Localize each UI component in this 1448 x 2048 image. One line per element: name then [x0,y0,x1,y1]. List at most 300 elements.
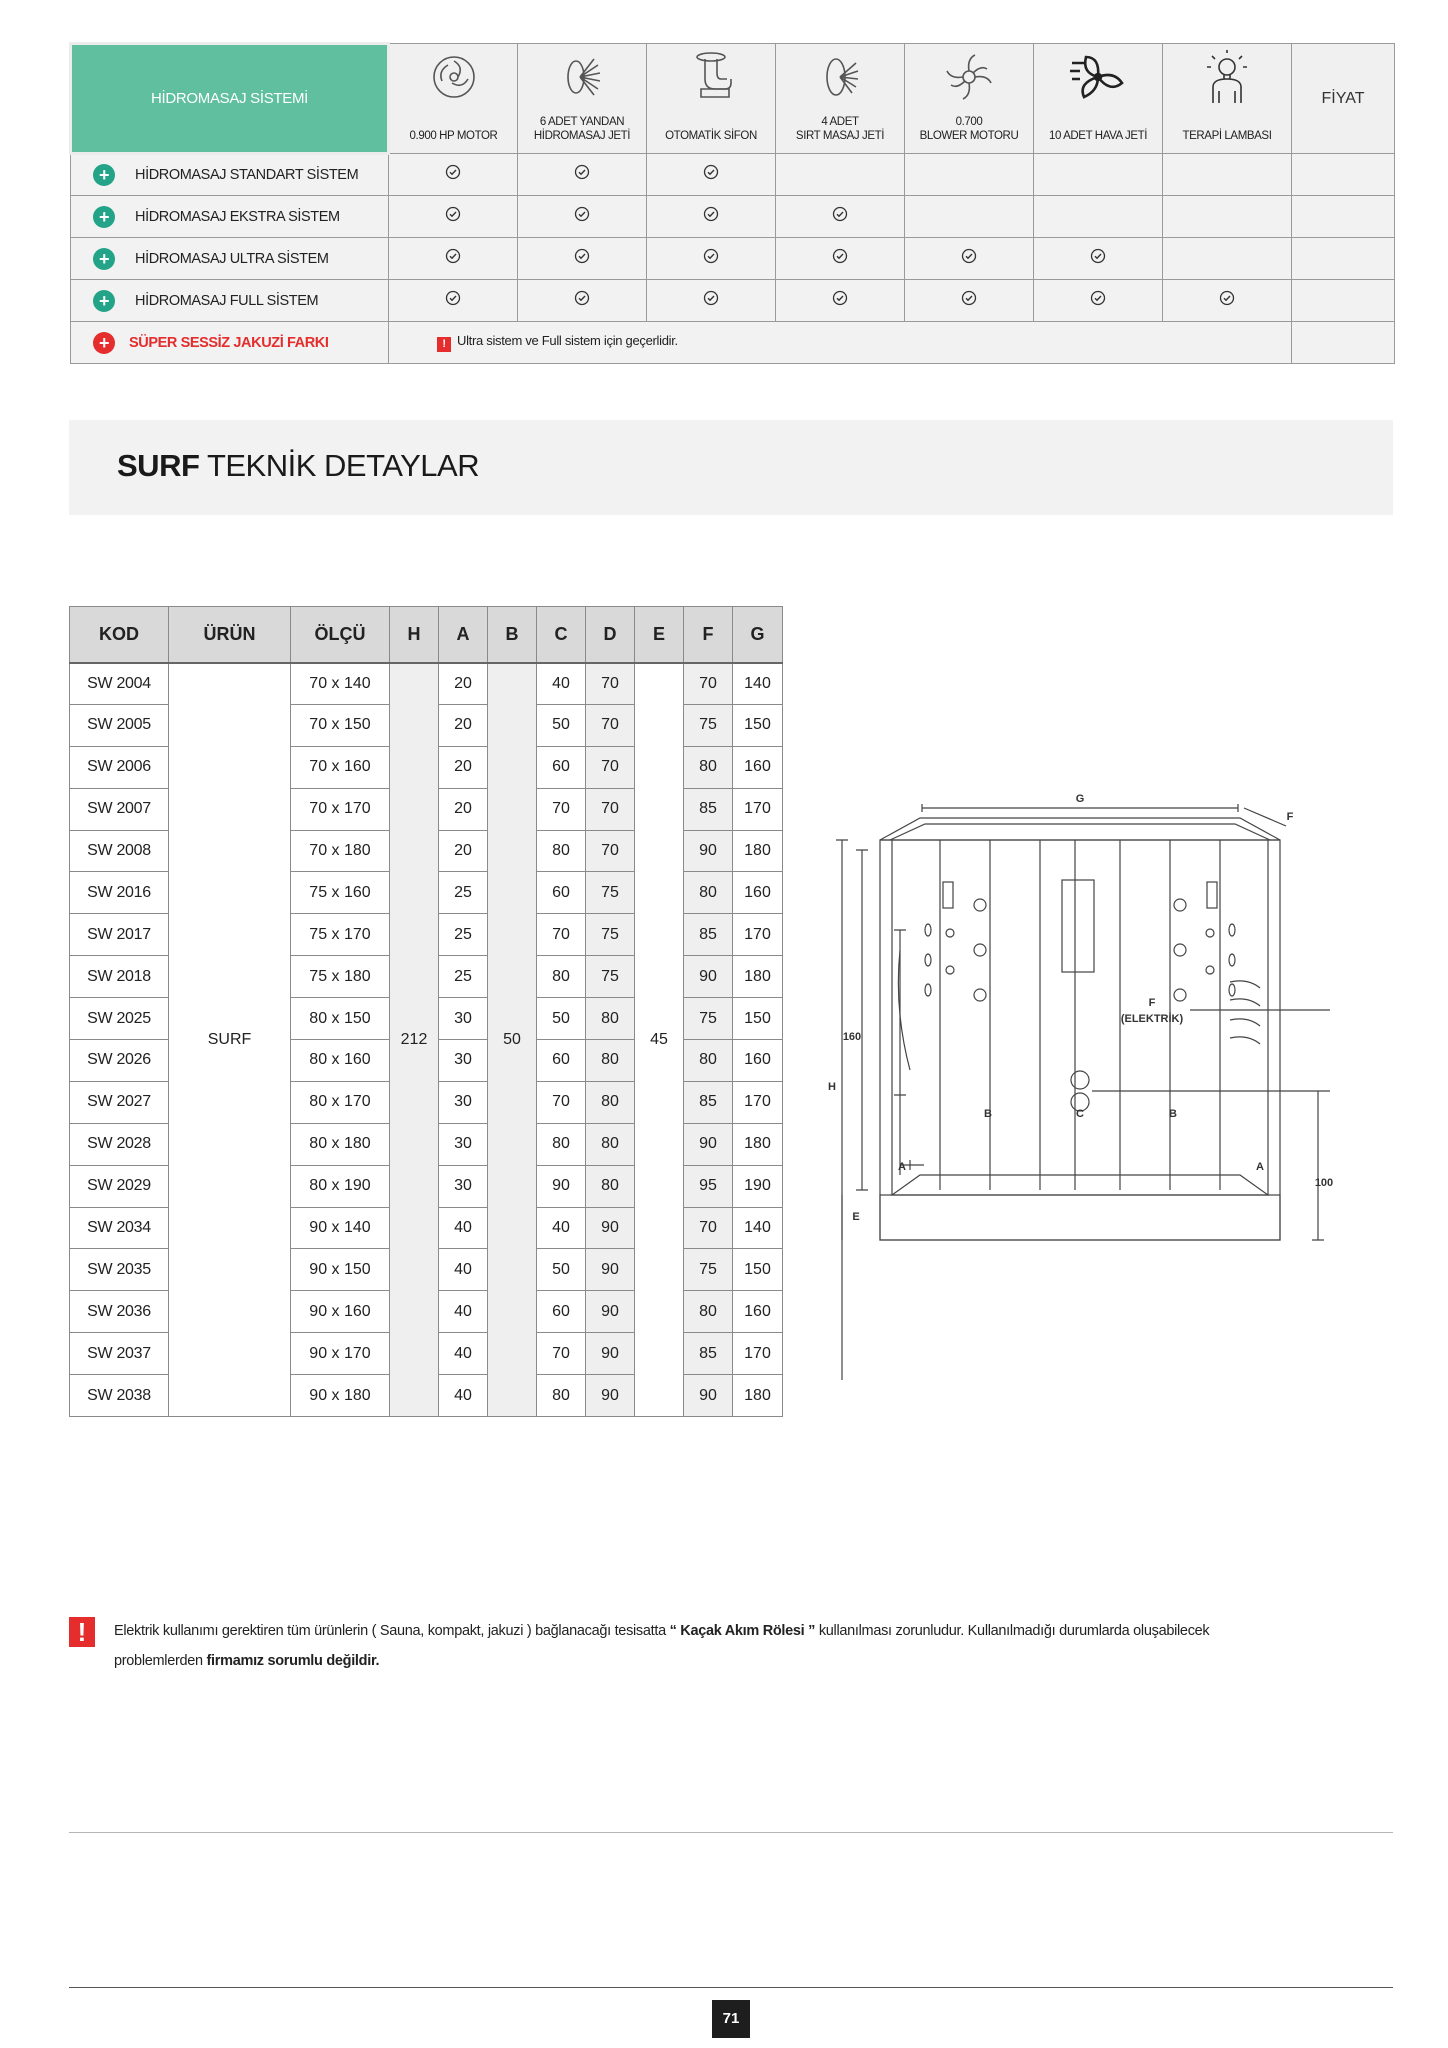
feature-label-line1: 4 ADET [821,116,859,128]
cell-g: 140 [733,1207,783,1249]
jet [974,989,986,1001]
check-circle-icon [832,206,848,222]
cell-kod: SW 2036 [70,1291,169,1333]
cell-f: 75 [684,998,733,1040]
silent-note-cell [389,322,1292,364]
label-a-left: A [898,1161,906,1173]
cell-f: 70 [684,663,733,705]
cell-a: 40 [439,1249,488,1291]
cell-kod: SW 2029 [70,1165,169,1207]
price-cell [1292,322,1395,364]
check-circle-icon [703,248,719,264]
empty-cell [1163,196,1292,238]
roof-inner [890,824,1270,840]
system-name: HİDROMASAJ STANDART SİSTEM [135,166,359,183]
cell-g: 160 [733,746,783,788]
cell-c: 50 [537,998,586,1040]
cell-c: 40 [537,663,586,705]
cell-g: 180 [733,1123,783,1165]
empty-cell [1163,238,1292,280]
cell-d: 80 [586,998,635,1040]
cell-kod: SW 2037 [70,1333,169,1375]
cell-olcu: 90 x 170 [291,1333,390,1375]
check-circle-icon [445,290,461,306]
feature-motor [389,44,518,154]
check-circle-icon [703,206,719,222]
drain [1071,1071,1089,1089]
cell-d: 75 [586,914,635,956]
cell-f: 85 [684,914,733,956]
cell-c: 80 [537,1375,586,1417]
feature-label-line2: HİDROMASAJ JETİ [533,130,631,142]
cell-c: 70 [537,1333,586,1375]
cell-kod: SW 2004 [70,663,169,705]
system-name: HİDROMASAJ EKSTRA SİSTEM [135,208,340,225]
check-cell [518,196,647,238]
warning-note [114,1616,1314,1676]
jet [946,929,954,937]
shower-tray [892,1175,1268,1195]
empty-cell [905,196,1034,238]
plus-icon[interactable]: + [93,248,115,270]
roof-outline [880,818,1280,840]
jet [1174,944,1186,956]
jet [974,944,986,956]
cell-a: 25 [439,872,488,914]
empty-cell [776,154,905,196]
cell-d: 80 [586,1081,635,1123]
warning-icon: ! [437,337,451,352]
cell-f: 80 [684,746,733,788]
check-circle-icon [1090,248,1106,264]
cell-olcu: 80 x 150 [291,998,390,1040]
cell-a: 30 [439,1123,488,1165]
cell-g: 150 [733,704,783,746]
cell-a: 40 [439,1207,488,1249]
cell-product: SURF [169,663,291,1417]
check-cell [1034,238,1163,280]
cell-olcu: 70 x 170 [291,788,390,830]
cell-f: 90 [684,1375,733,1417]
jet [1174,989,1186,1001]
system-row [71,238,1395,280]
cell-f: 80 [684,872,733,914]
cell-d: 70 [586,830,635,872]
page-number: 71 [712,2000,750,2038]
cell-d: 70 [586,704,635,746]
cell-g: 170 [733,788,783,830]
col-header-kod: KOD [70,607,169,663]
price-cell [1292,280,1395,322]
cell-c: 70 [537,788,586,830]
check-circle-icon [832,248,848,264]
cell-d: 90 [586,1291,635,1333]
cell-kod: SW 2006 [70,746,169,788]
cell-kod: SW 2025 [70,998,169,1040]
wall-lines [892,840,1268,1195]
hydromassage-table [69,42,1395,364]
check-cell [518,280,647,322]
cell-kod: SW 2027 [70,1081,169,1123]
cell-d: 70 [586,788,635,830]
cell-a: 40 [439,1333,488,1375]
col-header-f: F [684,607,733,663]
side-jet-icon [552,49,612,105]
cell-a: 25 [439,914,488,956]
cell-kod: SW 2007 [70,788,169,830]
check-circle-icon [1219,290,1235,306]
cell-g: 160 [733,1040,783,1082]
cell-olcu: 80 x 180 [291,1123,390,1165]
jet [925,954,931,966]
feature-label-line2: BLOWER MOTORU [919,130,1019,142]
check-cell [647,238,776,280]
cell-c: 60 [537,1040,586,1082]
cell-c: 40 [537,1207,586,1249]
check-circle-icon [703,290,719,306]
label-b-right: B [1169,1108,1177,1120]
cell-f: 90 [684,956,733,998]
silent-name-cell [71,322,389,364]
jet [925,924,931,936]
cell-c: 60 [537,872,586,914]
cell-a: 20 [439,788,488,830]
system-name: HİDROMASAJ FULL SİSTEM [135,292,319,309]
cell-f: 85 [684,1081,733,1123]
check-cell [389,238,518,280]
check-circle-icon [961,248,977,264]
plus-icon[interactable]: + [93,290,115,312]
col-header-a: A [439,607,488,663]
label-a-right: A [1256,1161,1264,1173]
cell-kod: SW 2034 [70,1207,169,1249]
check-cell [905,238,1034,280]
hydro-header-row [71,44,1395,154]
blower-icon [939,49,999,105]
check-cell [1163,280,1292,322]
system-name: HİDROMASAJ ULTRA SİSTEM [135,250,329,267]
label-f-elektrik: F [1148,997,1156,1009]
feature-siphon [647,44,776,154]
cell-a: 30 [439,1040,488,1082]
check-cell [389,196,518,238]
cell-f: 75 [684,704,733,746]
feature-therapy-lamp [1163,44,1292,154]
empty-cell [1163,154,1292,196]
cell-c: 80 [537,956,586,998]
note-bold2: firmamız sorumlu değildir. [206,1653,380,1669]
cell-c: 90 [537,1165,586,1207]
cell-g: 150 [733,1249,783,1291]
cell-olcu: 70 x 180 [291,830,390,872]
check-cell [776,196,905,238]
check-cell [776,280,905,322]
jet [946,966,954,974]
feature-label-line2: 10 ADET HAVA JETİ [1048,130,1148,142]
check-circle-icon [574,248,590,264]
jet [925,984,931,996]
section-title-bold: SURF [117,448,200,483]
col-header-olcu: ÖLÇÜ [291,607,390,663]
air-jet-icon [1068,49,1128,105]
cell-c: 60 [537,746,586,788]
feature-label-line2: SIRT MASAJ JETİ [795,130,885,142]
back-jet-icon [810,49,870,105]
cell-d: 80 [586,1040,635,1082]
dim-line-h [836,840,848,1380]
cell-olcu: 90 x 160 [291,1291,390,1333]
cell-g: 170 [733,1333,783,1375]
cell-g: 180 [733,830,783,872]
cell-d: 70 [586,663,635,705]
check-cell [1034,280,1163,322]
motor-icon [424,49,484,105]
cell-c: 60 [537,1291,586,1333]
jet [1229,984,1235,996]
cell-d: 80 [586,1165,635,1207]
check-circle-icon [574,206,590,222]
cell-d: 75 [586,956,635,998]
cell-olcu: 70 x 160 [291,746,390,788]
cell-f: 95 [684,1165,733,1207]
col-header-g: G [733,607,783,663]
cell-c: 50 [537,704,586,746]
cell-c: 80 [537,830,586,872]
cell-f: 85 [684,1333,733,1375]
dim-line-g [922,804,1238,812]
check-cell [776,238,905,280]
cell-c: 70 [537,914,586,956]
cell-kod: SW 2016 [70,872,169,914]
check-cell [389,154,518,196]
system-name-cell [71,280,389,322]
system-name-cell [71,154,389,196]
cell-g: 190 [733,1165,783,1207]
cell-h: 212 [390,663,439,1417]
feature-label-line2: OTOMATİK SİFON [665,130,757,142]
feature-label-line2: TERAPİ LAMBASI [1182,130,1272,142]
cell-a: 20 [439,746,488,788]
cell-a: 30 [439,1165,488,1207]
label-160: 160 [842,1031,862,1043]
check-circle-icon [574,164,590,180]
cell-kod: SW 2017 [70,914,169,956]
feature-label-line2: 0.900 HP MOTOR [409,130,498,142]
check-cell [905,280,1034,322]
plus-icon[interactable]: + [93,206,115,228]
empty-cell [1034,154,1163,196]
dimension-header-row [70,607,783,663]
cabin-diagram [830,790,1340,1370]
system-row [71,280,1395,322]
shower-rail [894,930,906,1175]
control-box [943,882,953,908]
cell-kod: SW 2018 [70,956,169,998]
cell-f: 75 [684,1249,733,1291]
col-header-urun: ÜRÜN [169,607,291,663]
cell-d: 75 [586,872,635,914]
cell-olcu: 70 x 140 [291,663,390,705]
cell-f: 90 [684,830,733,872]
feature-label-line1: 6 ADET YANDAN [539,116,625,128]
cell-kod: SW 2005 [70,704,169,746]
check-circle-icon [832,290,848,306]
cell-kod: SW 2038 [70,1375,169,1417]
cell-g: 160 [733,872,783,914]
plus-icon[interactable]: + [93,332,115,354]
system-name-cell [71,238,389,280]
check-circle-icon [961,290,977,306]
dimension-table-body [70,663,783,1417]
cell-olcu: 70 x 150 [291,704,390,746]
feature-label-line1: 0.700 [955,116,983,128]
cell-c: 50 [537,1249,586,1291]
check-cell [647,196,776,238]
label-h: H [828,1081,836,1093]
table-row [70,663,783,705]
cell-f: 80 [684,1040,733,1082]
section-title-rest: TEKNİK DETAYLAR [199,448,480,483]
label-c: C [1076,1108,1084,1120]
jet [1174,899,1186,911]
plus-icon[interactable]: + [93,164,115,186]
label-elektrik: (ELEKTRİK) [1120,1013,1184,1025]
price-cell [1292,196,1395,238]
note-part3: problemlerden [114,1653,207,1669]
col-header-b: B [488,607,537,663]
check-circle-icon [445,206,461,222]
check-circle-icon [1090,290,1106,306]
label-e: E [852,1211,860,1223]
feature-blower [905,44,1034,154]
label-g: G [1075,793,1085,805]
cell-g: 160 [733,1291,783,1333]
cell-a: 30 [439,1081,488,1123]
jet [1206,929,1214,937]
price-cell [1292,154,1395,196]
check-cell [518,238,647,280]
cell-a: 40 [439,1291,488,1333]
check-circle-icon [445,164,461,180]
cell-e: 45 [635,663,684,1417]
cell-g: 180 [733,956,783,998]
cell-a: 20 [439,830,488,872]
cell-kod: SW 2035 [70,1249,169,1291]
check-circle-icon [445,248,461,264]
cell-kod: SW 2008 [70,830,169,872]
cell-c: 70 [537,1081,586,1123]
check-cell [647,280,776,322]
section-title-band [69,420,1393,515]
footer-divider [69,1987,1393,1988]
cell-olcu: 90 x 150 [291,1249,390,1291]
cell-f: 85 [684,788,733,830]
central-panel [1062,880,1094,972]
check-circle-icon [574,290,590,306]
therapy-lamp-icon [1197,49,1257,105]
cell-a: 20 [439,704,488,746]
col-header-c: C [537,607,586,663]
cell-a: 25 [439,956,488,998]
tray-base [880,1195,1280,1240]
silent-row [71,322,1395,364]
feature-air-jet [1034,44,1163,154]
label-b-left: B [984,1108,992,1120]
cell-g: 170 [733,914,783,956]
cell-d: 90 [586,1207,635,1249]
check-cell [389,280,518,322]
cell-olcu: 90 x 180 [291,1375,390,1417]
dim-line-160 [856,850,868,1190]
note-part1: Elektrik kullanımı gerektiren tüm ürünlerin ( Sauna, kompakt, jakuzi ) bağlanacağı tesisatta [114,1623,670,1639]
label-f: F [1286,811,1294,823]
feature-side-jet [518,44,647,154]
cell-olcu: 80 x 190 [291,1165,390,1207]
hydro-title: HİDROMASAJ SİSTEMİ [71,44,389,154]
system-row [71,196,1395,238]
jet [1229,954,1235,966]
cell-olcu: 90 x 140 [291,1207,390,1249]
cell-d: 90 [586,1333,635,1375]
jet [1229,924,1235,936]
cell-d: 90 [586,1375,635,1417]
cell-a: 30 [439,998,488,1040]
cell-b: 50 [488,663,537,1417]
cell-a: 20 [439,663,488,705]
jet [1206,966,1214,974]
silent-note: Ultra sistem ve Full sistem için geçerlidir. [457,333,678,348]
col-header-e: E [635,607,684,663]
cell-g: 150 [733,998,783,1040]
check-cell [647,154,776,196]
cell-c: 80 [537,1123,586,1165]
siphon-icon [681,49,741,105]
empty-cell [905,154,1034,196]
cell-olcu: 80 x 160 [291,1040,390,1082]
jet [974,899,986,911]
dim-line-100 [1092,1091,1330,1240]
cell-olcu: 75 x 160 [291,872,390,914]
cell-a: 40 [439,1375,488,1417]
label-100: 100 [1314,1177,1334,1189]
price-cell [1292,238,1395,280]
cell-d: 90 [586,1249,635,1291]
cell-kod: SW 2026 [70,1040,169,1082]
col-header-h: H [390,607,439,663]
cell-kod: SW 2028 [70,1123,169,1165]
cell-olcu: 75 x 170 [291,914,390,956]
cell-f: 80 [684,1291,733,1333]
empty-cell [1034,196,1163,238]
cell-olcu: 80 x 170 [291,1081,390,1123]
col-header-d: D [586,607,635,663]
control-box [1207,882,1217,908]
silent-label: SÜPER SESSİZ JAKUZİ FARKI [129,334,329,351]
cell-g: 170 [733,1081,783,1123]
system-row [71,154,1395,196]
note-part2: kullanılması zorunludur. Kullanılmadığı durumlarda oluşabilecek [815,1623,1210,1639]
cell-f: 90 [684,1123,733,1165]
check-circle-icon [703,164,719,180]
cell-olcu: 75 x 180 [291,956,390,998]
dimension-table [69,606,783,1417]
cell-g: 180 [733,1375,783,1417]
cell-f: 70 [684,1207,733,1249]
feature-back-jet [776,44,905,154]
system-name-cell [71,196,389,238]
warning-icon: ! [69,1617,95,1647]
cell-g: 140 [733,663,783,705]
